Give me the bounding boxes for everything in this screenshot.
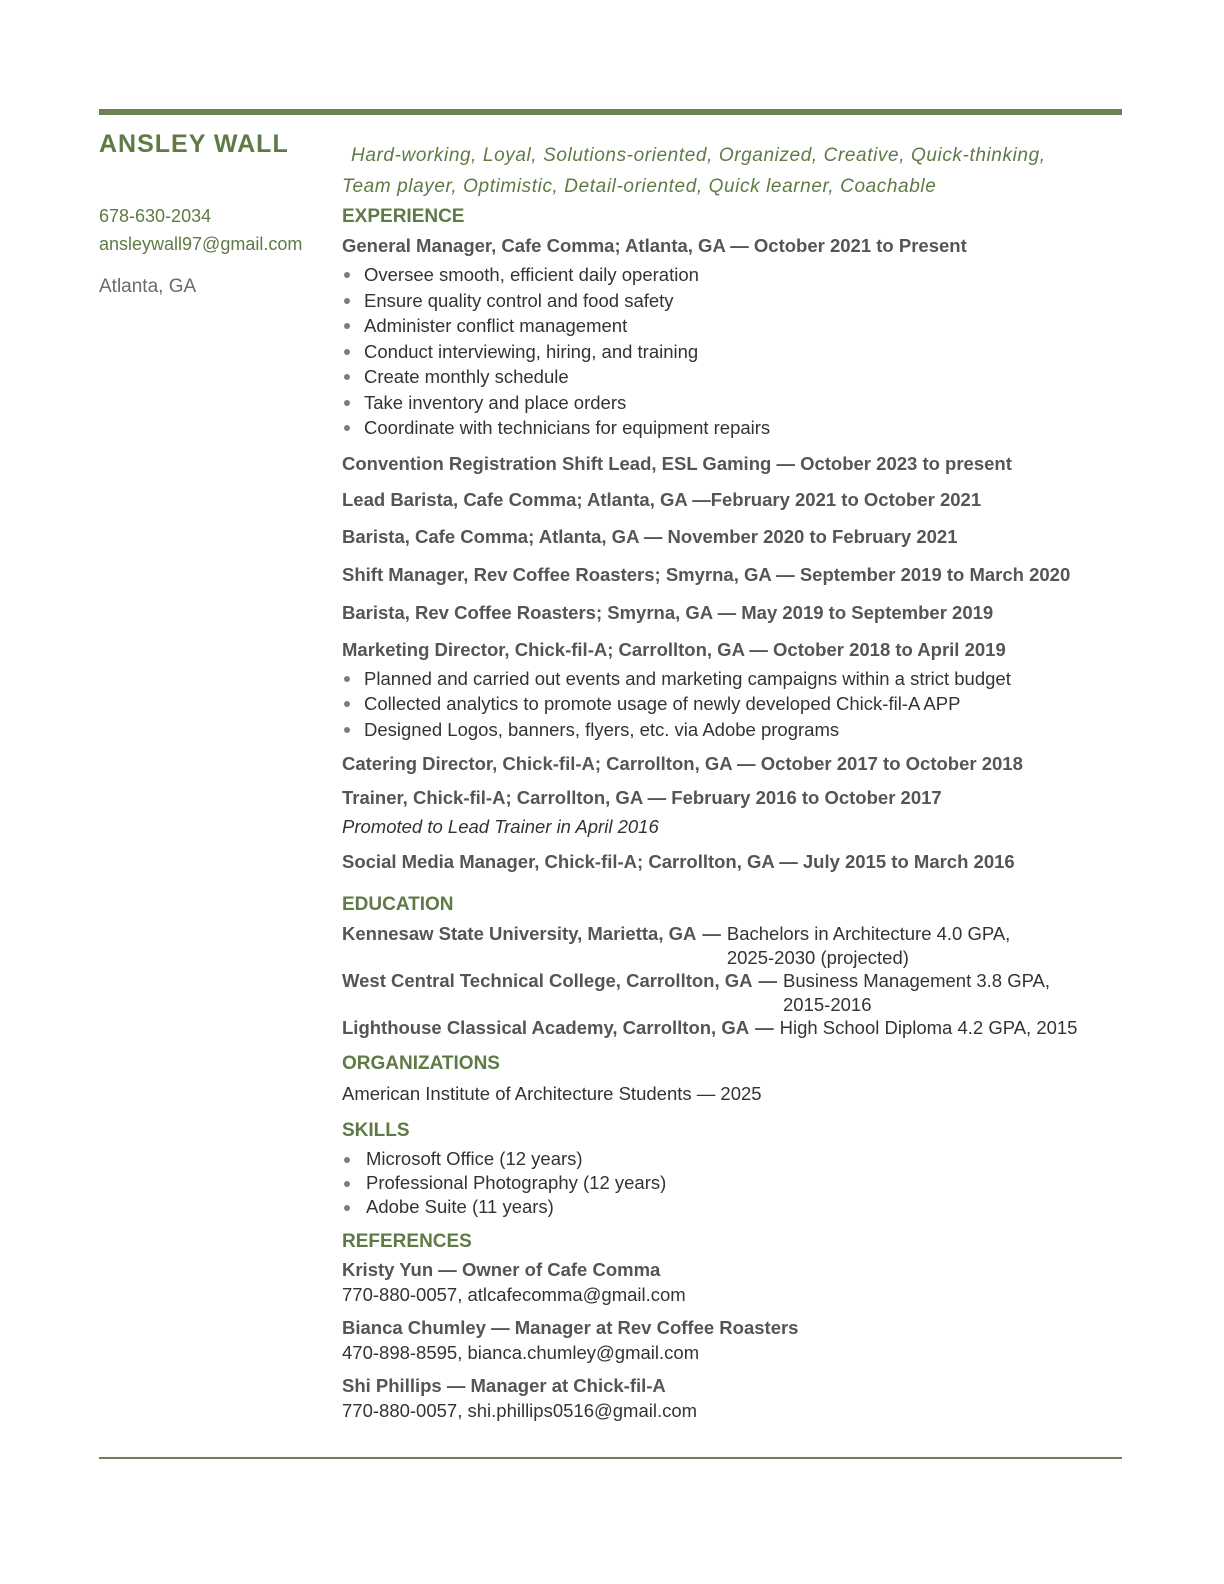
bottom-divider: [99, 1457, 1122, 1459]
job-entry: [342, 638, 1132, 743]
list-item: Professional Photography (12 years): [342, 1171, 1132, 1195]
reference-name: Bianca Chumley — Manager at Rev Coffee Roasters: [342, 1316, 799, 1338]
list-item: Take inventory and place orders: [342, 390, 1132, 416]
reference-entry: [342, 1373, 1132, 1423]
list-item: Create monthly schedule: [342, 364, 1132, 390]
school-name: West Central Technical College, Carrollton, GA: [342, 970, 753, 991]
organizations-section: [342, 1052, 1132, 1106]
job-note: Promoted to Lead Trainer in April 2016: [342, 816, 659, 837]
job-title: Marketing Director, Chick-fil-A; Carrollton, GA — October 2018 to April 2019: [342, 638, 1006, 660]
location: Atlanta, GA: [99, 276, 197, 297]
education-entry: [342, 969, 1132, 1016]
experience-section: [342, 205, 1132, 874]
skills-list: [342, 1147, 1132, 1219]
education-section: [342, 893, 1132, 1040]
list-item: Coordinate with technicians for equipment repairs: [342, 415, 1132, 441]
list-item: Designed Logos, banners, flyers, etc. via Adobe programs: [342, 717, 1132, 743]
main-column: [342, 140, 1132, 1423]
job-title: Convention Registration Shift Lead, ESL Gaming — October 2023 to present: [342, 452, 1012, 474]
education-entry: [342, 1016, 1132, 1040]
job-entry: [342, 234, 1132, 441]
job-title: Shift Manager, Rev Coffee Roasters; Smyrna, GA — September 2019 to March 2020: [342, 563, 1071, 585]
candidate-name: ANSLEY WALL: [99, 130, 289, 158]
separator: —: [755, 1017, 774, 1038]
list-item: Conduct interviewing, hiring, and training: [342, 339, 1132, 365]
organization-item: American Institute of Architecture Students — 2025: [342, 1082, 762, 1104]
tagline-line-2: Team player, Optimistic, Detail-oriented, Quick learner, Coachable: [342, 176, 937, 197]
email-address[interactable]: ansleywall97@gmail.com: [99, 234, 303, 254]
reference-name: Kristy Yun — Owner of Cafe Comma: [342, 1258, 661, 1280]
separator: —: [758, 970, 778, 991]
reference-contact[interactable]: 470-898-8595, bianca.chumley@gmail.com: [342, 1341, 700, 1363]
list-item: Administer conflict management: [342, 313, 1132, 339]
degree-detail: High School Diploma 4.2 GPA, 2015: [779, 1017, 1078, 1038]
school-name: Kennesaw State University, Marietta, GA: [342, 923, 697, 944]
list-item: Collected analytics to promote usage of newly developed Chick-fil-A APP: [342, 691, 1132, 717]
organizations-heading: ORGANIZATIONS: [342, 1052, 500, 1074]
job-title: General Manager, Cafe Comma; Atlanta, GA — October 2021 to Present: [342, 235, 967, 256]
references-section: [342, 1230, 1132, 1423]
reference-entry: [342, 1257, 1132, 1307]
school-name: Lighthouse Classical Academy, Carrollton, GA: [342, 1017, 750, 1038]
degree-detail: [727, 922, 1010, 969]
separator: —: [702, 923, 721, 944]
degree-line-1: Business Management 3.8 GPA,: [783, 970, 1051, 991]
reference-contact[interactable]: 770-880-0057, shi.phillips0516@gmail.com: [342, 1399, 698, 1421]
education-entry: [342, 922, 1132, 969]
degree-line-2: 2025-2030 (projected): [726, 946, 909, 968]
job-title: Trainer, Chick-fil-A; Carrollton, GA — February 2016 to October 2017: [342, 787, 942, 808]
reference-entry: [342, 1315, 1132, 1365]
job-title: Barista, Rev Coffee Roasters; Smyrna, GA — May 2019 to September 2019: [342, 601, 994, 623]
degree-detail: [783, 969, 1050, 1016]
contact-column: [99, 128, 339, 299]
experience-heading: EXPERIENCE: [342, 206, 465, 227]
list-item: Adobe Suite (11 years): [342, 1195, 1132, 1219]
list-item: Ensure quality control and food safety: [342, 288, 1132, 314]
phone-number[interactable]: 678-630-2034: [99, 206, 212, 226]
reference-name: Shi Phillips — Manager at Chick-fil-A: [342, 1374, 666, 1396]
skills-heading: SKILLS: [342, 1119, 410, 1141]
job-title: Social Media Manager, Chick-fil-A; Carrollton, GA — July 2015 to March 2016: [342, 851, 1015, 872]
list-item: Oversee smooth, efficient daily operation: [342, 262, 1132, 288]
job-title: Catering Director, Chick-fil-A; Carrollton, GA — October 2017 to October 2018: [342, 753, 1023, 774]
education-heading: EDUCATION: [342, 894, 454, 915]
skills-section: [342, 1119, 1132, 1219]
list-item: Planned and carried out events and marketing campaigns within a strict budget: [342, 666, 1132, 692]
degree-line-1: Bachelors in Architecture 4.0 GPA,: [726, 923, 1011, 944]
top-divider: [99, 109, 1122, 115]
job-title: Lead Barista, Cafe Comma; Atlanta, GA —February 2021 to October 2021: [342, 488, 982, 510]
contact-info: [99, 202, 339, 258]
tagline-line-1: Hard-working, Loyal, Solutions-oriented, Organized, Creative, Quick-thinking,: [351, 145, 1046, 166]
references-heading: REFERENCES: [342, 1230, 472, 1252]
job-title: Barista, Cafe Comma; Atlanta, GA — November 2020 to February 2021: [342, 525, 958, 547]
list-item: Microsoft Office (12 years): [342, 1147, 1132, 1171]
reference-contact[interactable]: 770-880-0057, atlcafecomma@gmail.com: [342, 1283, 686, 1305]
degree-line-2: 2015-2016: [783, 993, 872, 1015]
job-duties: [342, 666, 1132, 743]
job-duties: [342, 262, 1132, 441]
